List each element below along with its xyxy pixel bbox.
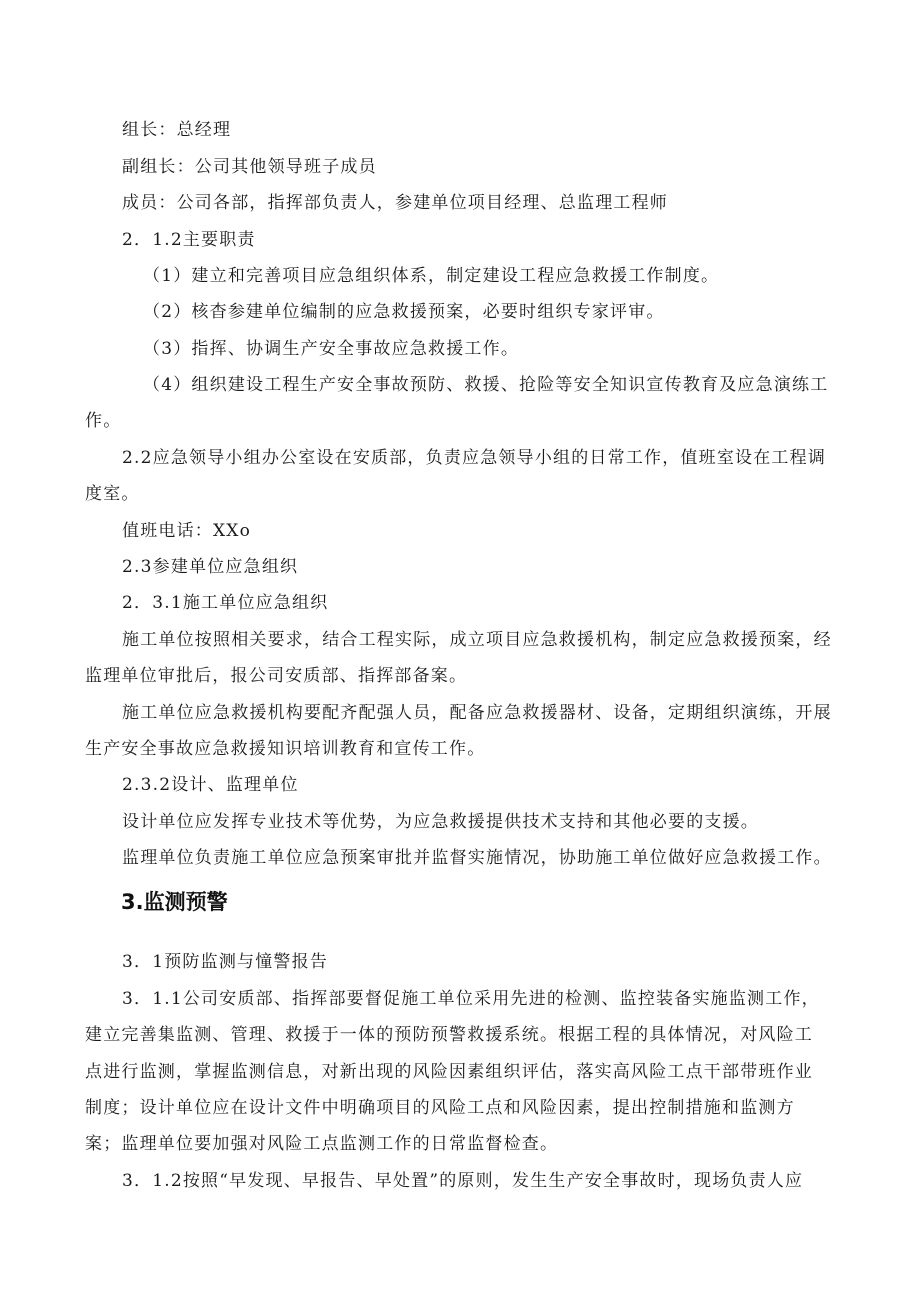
section-heading-2-3-2: 2.3.2设计、监理单位 (122, 775, 299, 795)
section-2-2-paragraph: 2.2应急领导小组办公室设在安质部，负责应急领导小组的日常工作，值班室设在工程调 (122, 448, 827, 468)
duty-item-2: （2）核杳参建单位编制的应急救援预案，必要时组织专家评审。 (143, 302, 665, 322)
section-2-2-paragraph-cont: 度室。 (85, 484, 140, 504)
design-unit-paragraph: 设计单位应发挥专业技术等优势，为应急救援提供技术支持和其他必要的支援。 (122, 812, 759, 832)
section-3-1-1-paragraph-l5: 案；监理单位要加强对风险工点监测工作的日常监督检查。 (85, 1134, 559, 1154)
section-heading-2-3-1: 2．3.1施工单位应急组织 (122, 593, 329, 613)
duty-item-1: （1）建立和完善项目应急组织体系，制定建设工程应急救援工作制度。 (143, 266, 720, 286)
chapter-heading-3: 3.监测预警 (121, 890, 228, 914)
construction-unit-paragraph-2-cont: 生产安全事故应急救援知识培训教育和宣传工作。 (85, 739, 486, 759)
members-line: 成员：公司各部，指挥部负责人，参建单位项目经理、总监理工程师 (122, 193, 668, 213)
duty-phone-line: 值班电话：XXo (122, 521, 252, 541)
section-heading-3-1: 3．1预防监测与憧警报告 (122, 952, 329, 972)
duty-item-3: （3）指挥、协调生产安全事故应急救援工作。 (143, 339, 520, 359)
section-heading-2-3: 2.3参建单位应急组织 (122, 557, 299, 577)
duty-item-4-cont: 作。 (85, 411, 122, 431)
section-3-1-1-paragraph-l4: 制度；设计单位应在设计文件中明确项目的风险工点和风险因素，提出控制措施和监测方 (85, 1098, 795, 1118)
construction-unit-paragraph-2: 施工单位应急救援机构要配齐配强人员，配备应急救援器材、设备，定期组织演练，开展 (122, 703, 832, 723)
duty-item-4: （4）组织建设工程生产安全事故预防、救援、抢险等安全知识宣传教育及应急演练工 (143, 375, 829, 395)
section-3-1-1-paragraph-l2: 建立完善集监测、管理、救援于一体的预防预警救援系统。根据工程的具体情况，对风险工 (85, 1025, 813, 1045)
section-3-1-1-paragraph-l3: 点进行监测，掌握监测信息，对新出现的风险因素组织评估，落实高风险工点干部带班作业 (85, 1062, 813, 1082)
construction-unit-paragraph-1: 施工单位按照相关要求，结合工程实际，成立项目应急救援机构，制定应急救援预案，经 (122, 630, 832, 650)
section-3-1-1-paragraph: 3．1.1公司安质部、指挥部要督促施工单位采用先进的检测、监控装备实施监测工作， (122, 989, 820, 1009)
construction-unit-paragraph-1-cont: 监理单位审批后，报公司安质部、指挥部备案。 (85, 666, 468, 686)
team-leader-line: 组长：总经理 (122, 120, 232, 140)
supervision-unit-paragraph: 监理单位负责施工单位应急预案审批并监督实施情况，协助施工单位做好应急救援工作。 (122, 848, 832, 868)
section-3-1-2-paragraph: 3．1.2按照“早发现、早报告、早处置”的原则，发生生产安全事故时，现场负责人应 (122, 1171, 804, 1191)
section-heading-2-1-2: 2．1.2主要职责 (122, 230, 256, 250)
deputy-leader-line: 副组长：公司其他领导班子成员 (122, 157, 377, 177)
